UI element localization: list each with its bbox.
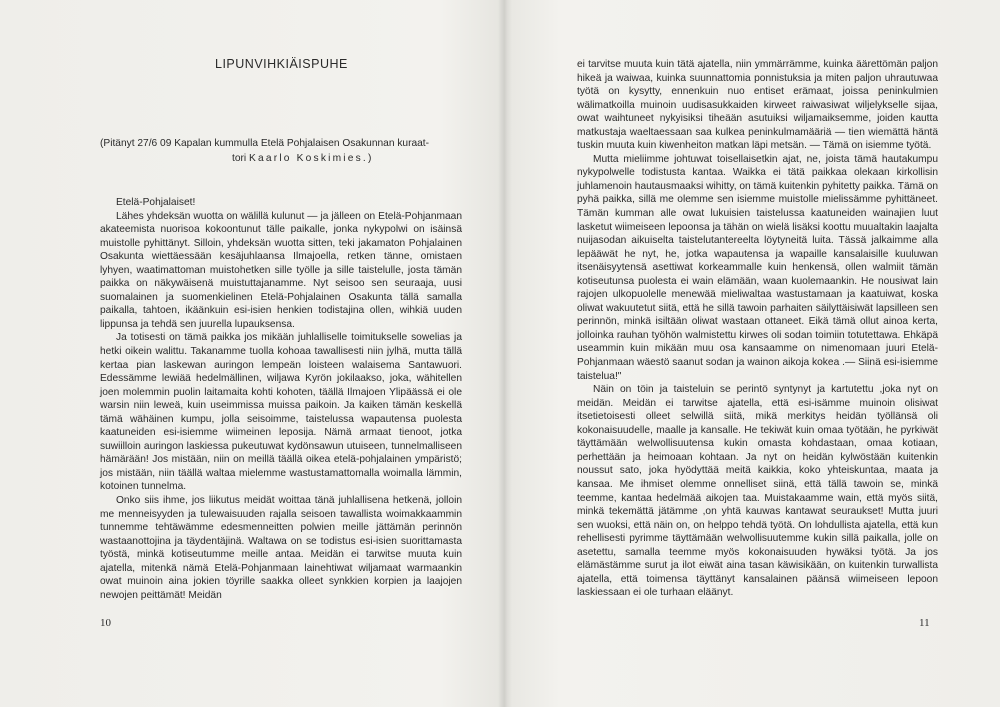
- greeting: Etelä-Pohjalaiset!: [116, 197, 196, 208]
- intro-prefix: tori: [232, 152, 247, 164]
- left-paragraph-2: Ja totisesti on tämä paikka jos mikään juhlalliselle toimitukselle sowelias ja hetki oikein walittu. Takanamme tuolla kohoaa tawallisesti niin jylhä, mutta tällä kertaa pian laskewan auringon lempeän loisteen walaisema Santawuori. Edessämme lewiää hedelmällinen, wiljawa Kyrön jokilaakso, joka, wähitellen joen molemmin puolin laitamaita kohti kohoten, täällä Ilmajoen Ylipäässä ei ole warsin niin leweä, kuin useimmissa muissa paikoin. Ja kaiken tämän keskellä tämä wähäinen kumpu, jolla seisoimme, taistelussa wapautensa puolesta kaatuneiden esi-isiemme wiimeinen leposija. Nämä armaat tienoot, jotka suwiilloin auringon laskiessa pukeutuwat kydönsawun utuiseen, tunnelmalliseen hämärään! Jos mistään, niin on meillä täällä oikea etelä-pohjalainen ympäristö; jos mistään, niin täällä waltaa mielemme wastustamattomalla woimalla lämmin, kotoinen tunnelma.: [100, 332, 462, 493]
- speech-intro-note: [100, 137, 460, 166]
- left-paragraph-1: Lähes yhdeksän wuotta on wälillä kulunut — ja jälleen on Etelä-Pohjanmaan akateemista nuorisoa kokoontunut tälle paikalle, jonka nykypolwi on isäinsä muistolle pyhittänyt. Silloin, yhdeksän wuotta sitten, teki jakamaton Pohjalainen Osakunta wiettäessään kesäjuhlaansa Ilmajoella, retken tänne, omistaen lyhyen, waatimattoman muistohetken sille työlle ja sille taistelulle, josta tämän paikka on näkywäisenä muistuttajanamme. Nyt seisoo sen seuraaja, uusi suomalainen ja suomenkielinen Etelä-Pohjalainen Osakunta tällä samalla paikalla, tahtoen, ikäänkuin esi-isien henkien todistajina ollen, wihkiä uuden lippunsa ja tehdä sen juurella lupauksensa.: [100, 210, 462, 330]
- intro-line-2: [100, 152, 460, 167]
- page-number-right: 11: [919, 617, 930, 629]
- page-number-left: 10: [100, 617, 111, 629]
- speech-title: LIPUNVIHKIÄISPUHE: [215, 57, 348, 71]
- left-paragraph-3: Onko siis ihme, jos liikutus meidät woittaa tänä juhlallisena hetkenä, jolloin me menneisyyden ja tulewaisuuden rajalla seisoen tawallista woimakkaammin tunnemme tehtäwämme edesmenneitten polwien meille jättämän perinnön wastaanottojina ja täydentäjinä. Waltawa on se todistus esi-isien suorittamasta työstä, minkä kotiseutumme meille antaa. Meidän ei tarwitse muuta kuin ajatella, mitenkä nämä Etelä-Pohjanmaan lainehtiwat wiljamaat warmaankin owat muinoin aina jokien töyrille saakka olleet synkkien korpien ja laajojen newojen peittämät! Meidän: [100, 495, 462, 601]
- right-page: [505, 0, 1000, 707]
- left-body-text: [100, 196, 462, 602]
- intro-suffix: ): [367, 152, 372, 164]
- right-body-text: [577, 58, 938, 600]
- right-paragraph-2: Mutta mieliimme johtuwat toisellaisetkin ajat, ne, joista tämä hautakumpu nykypolwelle todistusta kantaa. Waikka ei tätä paikkaa olekaan kirkollisin juhlamenoin hautausmaaksi wihitty, on tämä kuitenkin pyhitetty paikka. Tämä on pyhä paikka, sillä me olemme sen isiemme muistolle mielissämme pyhittäneet. Tämän kumman alle owat lukuisien taistelussa kaatuneiden wainajien luut lasketut wiimeiseen lepoonsa ja tähän on wielä lisäksi koottu muualtakin laajalta nuijasodan aikuiselta taistelutantereelta löytyneitä luita. Tässä jalkaimme alla lepääwät he nyt, he, jotka wapautensa ja wapaille kansalaisille kuuluwan itsenäisyytensä asettiwat korkeammalle kuin henkensä, ollen walmiit tämän kotiseutunsa puolesta ei wain elämään, waan kuolemaankin. He nousiwat lain rajojen ulkopuolelle menewää mieliwaltaa wastustamaan ja kaatuiwat, koska oliwat wakuutetut siitä, että he sillä tawoin parhaiten säilyttäisiwät lapsilleen sen perinnön, minkä isiltään oliwat wastaan ottaneet. Eikä tämä ollut ainoa kerta, jolloinka rauhan työhön walmistettu kirwes oli sodan toimiin totutettawa. Ehkäpä useammin kuin mikään muu osa kansaamme on nimenomaan juuri Etelä-Pohjanmaan wäestö saanut sodan ja wainon aikoja kokea .— Siinä esi-isiemme taistelua!": [577, 153, 938, 382]
- intro-line-1: (Pitänyt 27/6 09 Kapalan kummulla Etelä Pohjalaisen Osakunnan kuraat-: [100, 138, 430, 149]
- right-paragraph-3: Näin on töin ja taisteluin se perintö syntynyt ja kartutettu ,joka nyt on meidän. Meidän ei tarwitse ajatella, että esi-isämme muinoin olisiwat itsetietoisesti olleet selwillä siitä, mikä merkitys heidän työllänsä oli kokonaisuudelle, maalle ja kansalle. He tekiwät kuin omaa työtään, he pyrkiwät täyttämään welwollisuutensa kukin omasta kohdastaan, omaa kotiaan, perhettään ja heimoaan kohtaan. Ja nyt on heidän kylwöstään kuitenkin noussut sato, joka hyödyttää meitä kaikkia, koko yhteiskuntaa, maata ja kansaa. Me ihmiset olemme onnelliset siinä, että tällä tawoin se, minkä teemme, kantaa hedelmää aikojen taa. Muistakaamme wain, että myös siitä, minkä tekemättä jätämme ,on yhtä kauwas kantawat seuraukset! Mutta juuri sen wuoksi, että näin on, on helppo tehdä työtä. On lohdullista ajatella, että kun rehellisesti pyrimme täyttämään welwollisuutemme kukin sillä paikalla, jolle on asetettu, samalla teemme myös kokonaisuuden hywäksi työtä. Ja jos elämästämme surut ja ilot eiwät aina tasan käwisikään, on kuitenkin turwallista ajatella, että toimensa täyttänyt kansalainen päänsä wiimeiseen lepoon laskiessaan ei ole turhaan eläänyt.: [577, 384, 938, 599]
- intro-author: Kaarlo Koskimies.: [249, 152, 368, 164]
- right-paragraph-1: ei tarvitse muuta kuin tätä ajatella, niin ymmärrämme, kuinka äärettömän paljon hikeä ja waiwaa, kuinka suunnattomia ponnistuksia ja miten paljon uhrautuwaa työtä on kysytty, ennenkuin nuo entiset erämaat, joissa peninkulmien wälimatkoilla muinoin uudisasukkaiden kirweet raiwasiwat wiljelykselle sijaa, owat waihtuneet nykyisiksi tiheään asutuiksi wiljamaiksemme, joiden kautta matkustaja waeltaessaan saa kulkea peninkulmamääriä — tien wiemättä häntä tuskin muuta kuin kiwenheiton matkan läpi metsän. — Tämä on isiemme työtä.: [577, 59, 938, 152]
